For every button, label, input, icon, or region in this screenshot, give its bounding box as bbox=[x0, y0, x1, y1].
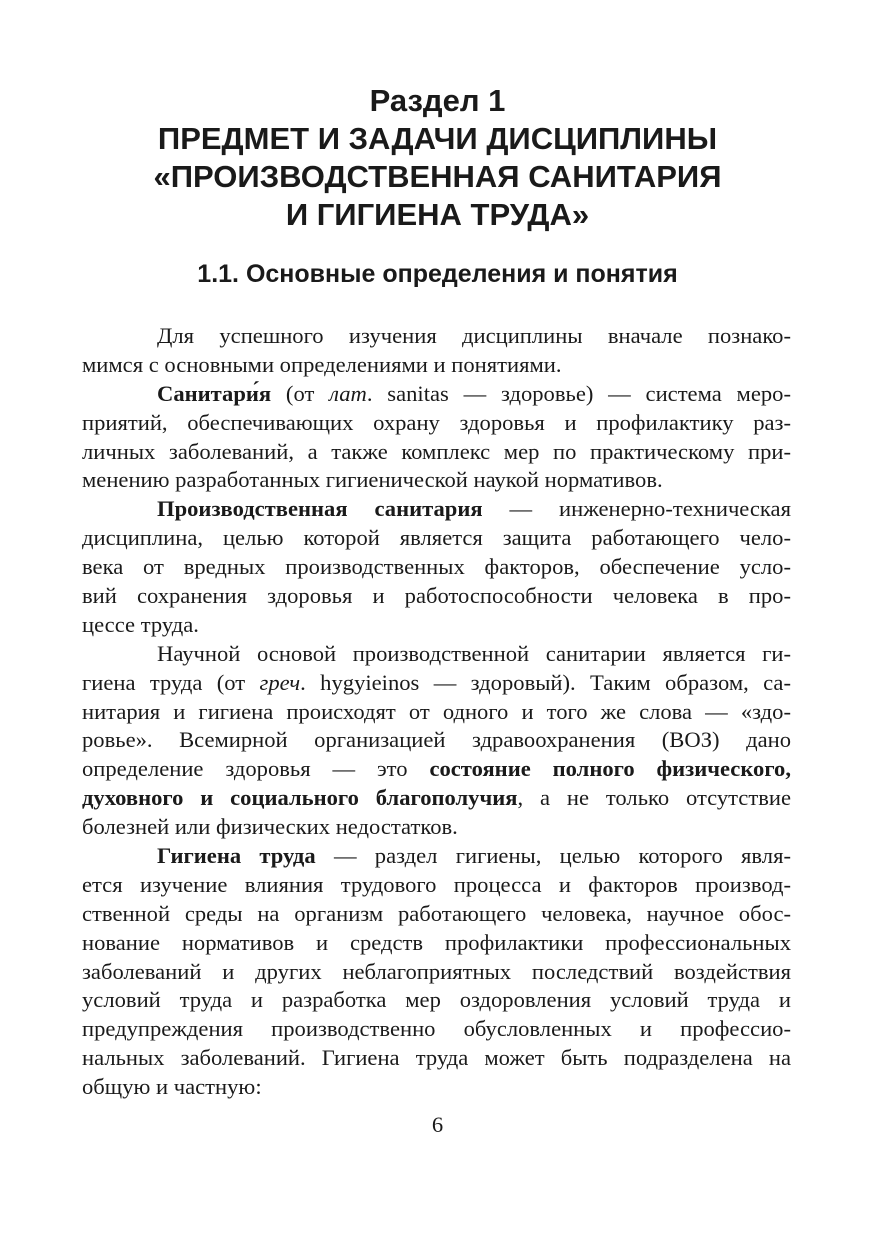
paragraph-line: менению разработанных гигиенической наукой нормативов. bbox=[82, 467, 663, 493]
term-industrial-sanitation: Производственная санитария bbox=[157, 496, 483, 522]
paragraph-line: нитария и гигиена происходят от одного и того же слова — «здо- bbox=[82, 698, 791, 724]
paragraph-line bbox=[82, 755, 791, 784]
paragraph-line: предупреждения производственно обусловленных и профессио- bbox=[82, 1016, 791, 1042]
text-fragment: . sanitas — здоровье) — система меро- bbox=[366, 380, 791, 406]
body-text bbox=[82, 322, 791, 1102]
paragraph-line bbox=[82, 842, 791, 871]
paragraph-line: мимся с основными определениями и понятиями. bbox=[82, 351, 562, 377]
text-fragment: . hygyieinos — здоровый). Таким образом, са- bbox=[300, 669, 791, 695]
chapter-label: Раздел 1 bbox=[369, 83, 506, 118]
text-fragment: определение здоровья — это bbox=[82, 756, 430, 782]
paragraph-line bbox=[82, 784, 791, 813]
text-fragment: (от bbox=[271, 380, 330, 406]
page-number: 6 bbox=[431, 1112, 444, 1137]
text-fragment: — раздел гигиены, целью которого явля- bbox=[315, 843, 791, 869]
paragraph-line: ровье». Всемирной организацией здравоохранения (ВОЗ) дано bbox=[82, 727, 791, 753]
paragraph-line: нование нормативов и средств профилактики профессиональных bbox=[82, 929, 791, 955]
paragraph-line: общую и частную: bbox=[82, 1074, 262, 1100]
abbrev-greek: греч bbox=[259, 669, 301, 695]
paragraph-line: цессе труда. bbox=[82, 611, 199, 637]
paragraph-line bbox=[82, 495, 791, 524]
paragraph-line: заболеваний и других неблагоприятных последствий воздействия bbox=[82, 958, 791, 984]
chapter-title-line: ПРЕДМЕТ И ЗАДАЧИ ДИСЦИПЛИНЫ bbox=[157, 121, 718, 156]
emphasis-text: состояние полного физического, bbox=[429, 756, 791, 782]
paragraph-line: Научной основой производственной санитарии является ги- bbox=[157, 640, 791, 666]
chapter-title-line: «ПРОИЗВОДСТВЕННАЯ САНИТАРИЯ bbox=[153, 159, 722, 194]
paragraph-line: Для успешного изучения дисциплины вначале познако- bbox=[157, 323, 791, 348]
chapter-heading bbox=[80, 82, 795, 234]
paragraph-line: вий сохранения здоровья и работоспособности человека в про- bbox=[82, 583, 791, 609]
paragraph-line bbox=[82, 669, 791, 698]
paragraph-line: приятий, обеспечивающих охрану здоровья и профилактику раз- bbox=[82, 409, 791, 435]
paragraph-line: условий труда и разработка мер оздоровления условий труда и bbox=[82, 987, 791, 1013]
paragraph-line: ется изучение влияния трудового процесса и факторов производ- bbox=[82, 871, 791, 897]
paragraph-line: личных заболеваний, а также комплекс мер по практическому при- bbox=[82, 438, 791, 464]
term-occupational-hygiene: Гигиена труда bbox=[157, 843, 316, 869]
text-fragment: , а не только отсутствие bbox=[517, 785, 791, 811]
term-sanitation: Санитари́я bbox=[157, 380, 272, 406]
paragraph-line: дисциплина, целью которой является защита работающего чело- bbox=[82, 525, 791, 551]
text-fragment: — инженерно-техническая bbox=[482, 496, 791, 522]
abbrev-latin: лат bbox=[329, 380, 367, 406]
paragraph-line: века от вредных производственных факторов, обеспечение усло- bbox=[82, 554, 791, 580]
section-title: 1.1. Основные определения и понятия bbox=[197, 260, 678, 288]
paragraph-line: ственной среды на организм работающего человека, научное обос- bbox=[82, 900, 791, 926]
emphasis-text: духовного и социального благополучия bbox=[82, 785, 518, 811]
chapter-title-line: И ГИГИЕНА ТРУДА» bbox=[285, 197, 590, 232]
paragraph-line bbox=[82, 380, 791, 409]
text-fragment: гиена труда (от bbox=[82, 669, 260, 695]
paragraph-line: нальных заболеваний. Гигиена труда может быть подразделена на bbox=[82, 1045, 791, 1071]
paragraph-line: болезней или физических недостатков. bbox=[82, 814, 458, 840]
